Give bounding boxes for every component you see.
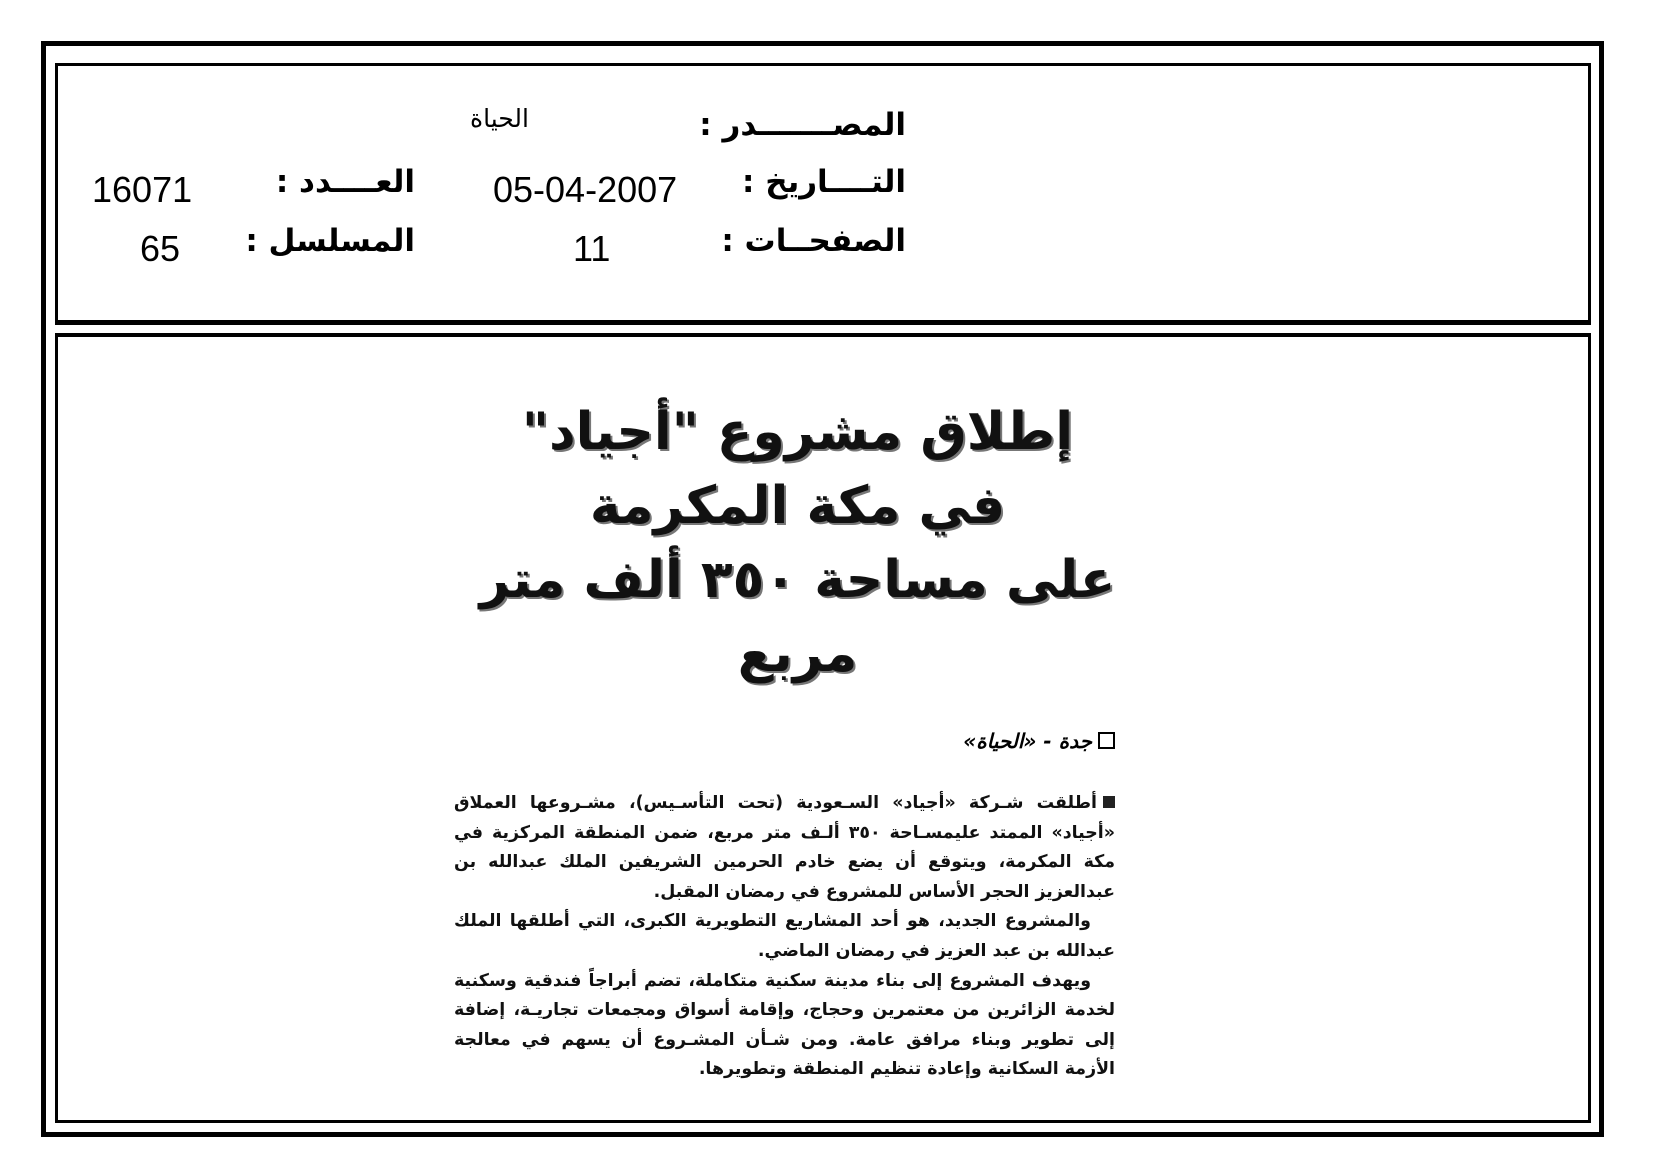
square-icon bbox=[1098, 732, 1115, 749]
source-value: الحياة bbox=[470, 104, 529, 133]
bullet-icon bbox=[1103, 796, 1115, 808]
pages-value: 11 bbox=[573, 228, 611, 269]
article-paragraph-3: ويهدف المشروع إلى بناء مدينة سكنية متكاملة، تضم أبراجاً فندقية وسكنية لخدمة الزائرين من معتمرين وحجاج، وإقامة أسواق ومجمعات تجاريـة، إضافة إلى تطوير وبناء مرافق عامة. ومن شـأن المشـروع أن يسهم في معالجة الأزمة السكانية وإعادة تنظيم المنطقة وتطويرها. bbox=[454, 970, 1115, 1080]
article-paragraph-2: والمشروع الجديد، هو أحد المشاريع التطويرية الكبرى، التي أطلقها الملك عبدالله بن عبد العزيز في رمضان الماضي. bbox=[454, 911, 1115, 961]
serial-label: المسلسل : bbox=[245, 223, 415, 259]
source-label: المصـــــــدر : bbox=[699, 107, 906, 143]
news-clipping bbox=[450, 395, 1135, 1080]
serial-value: 65 bbox=[140, 228, 181, 269]
date-value: 05-04-2007 bbox=[493, 169, 678, 210]
headline-line-2: على مساحة ٣٥٠ ألف متر مربع bbox=[479, 550, 1116, 684]
headline-line-1: إطلاق مشروع "أجياد" في مكة المكرمة bbox=[521, 402, 1074, 536]
byline bbox=[450, 729, 1135, 753]
article-body bbox=[450, 789, 1135, 1085]
byline-text: جدة - «الحياة» bbox=[963, 729, 1092, 753]
date-label: التــــاريخ : bbox=[742, 164, 906, 200]
issue-label: العــــدد : bbox=[275, 164, 415, 200]
headline bbox=[450, 395, 1135, 691]
article-paragraph-1: أطلقت شـركة «أجياد» السـعودية (تحت التأسـيس)، مشـروعها العملاق «أجياد» الممتد عليمسـاحة ٣٥٠ ألـف متر مربع، ضمن المنطقة المركزية في مكة المكرمة، ويتوقع أن يضع خادم الحرمين الشريفين الملك عبدالله بن عبدالعزيز الحجر الأساس للمشروع في رمضان المقبل. bbox=[454, 793, 1115, 902]
issue-value: 16071 bbox=[92, 169, 193, 210]
pages-label: الصفحــات : bbox=[721, 223, 906, 259]
